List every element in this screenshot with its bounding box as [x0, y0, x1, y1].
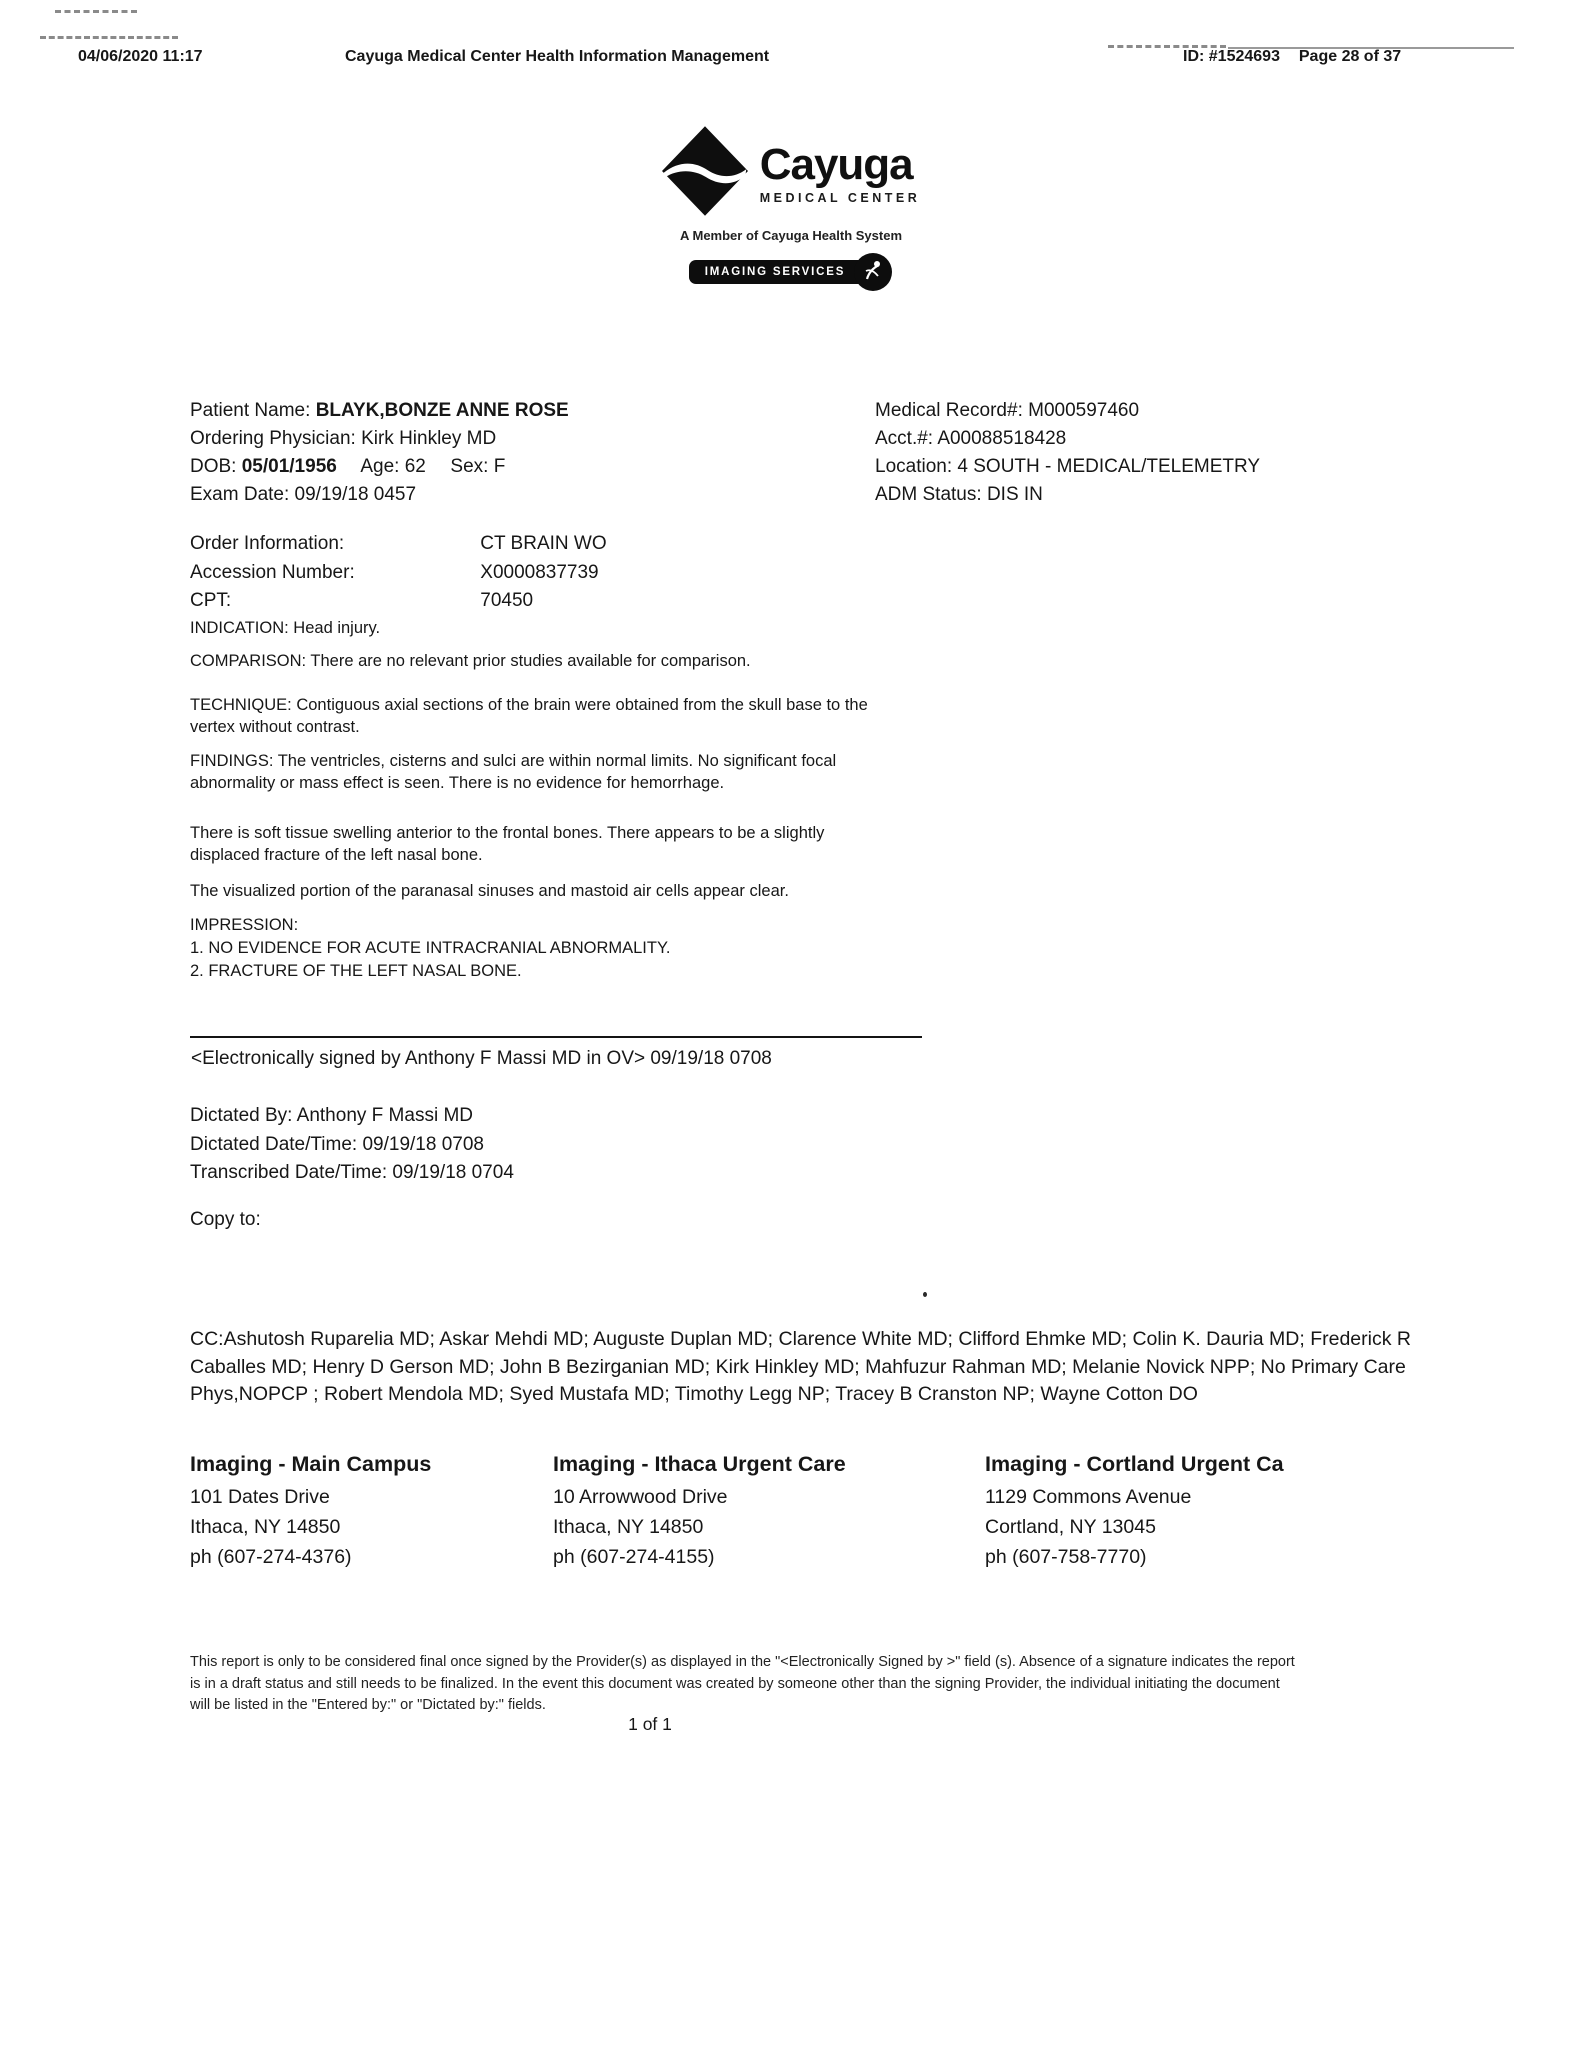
header-doc-id: [1183, 48, 1401, 66]
dob: 05/01/1956: [241, 456, 337, 477]
patient-info-right: [875, 397, 1260, 509]
exam-date: 09/19/18 0457: [294, 484, 417, 505]
adm-status-label: ADM Status:: [875, 484, 982, 505]
page-indicator: Page 28 of 37: [1298, 48, 1402, 65]
location-address1: 10 Arrowwood Drive: [553, 1486, 728, 1508]
patient-name-row: [190, 397, 569, 425]
hospital-logo: [0, 126, 1582, 292]
location-address2: Ithaca, NY 14850: [553, 1516, 704, 1538]
imaging-services-badge: [689, 252, 893, 292]
impression-title: IMPRESSION:: [190, 916, 299, 934]
location-phone: ph (607-274-4376): [190, 1546, 352, 1568]
impression-block: [190, 914, 670, 983]
accession-row: [190, 559, 607, 588]
patient-info-left: [190, 397, 569, 509]
ordering-physician-label: Ordering Physician:: [190, 428, 356, 449]
location-address1: 1129 Commons Avenue: [985, 1486, 1192, 1508]
acct-row: [875, 425, 1260, 453]
patient-name-label: Patient Name:: [190, 400, 311, 421]
location-label: Location:: [875, 456, 953, 477]
footer-disclaimer: This report is only to be considered final once signed by the Provider(s) as displayed in the "<Electronically Signed by >" field (s). Absence of a signature indicates the report is in a draft status and still needs to be finalized. In the event this document was created by someone other than the signing Provider, the individual initiating the document will be listed in the "Entered by:" or "Dictated by:" fields.: [190, 1654, 1295, 1713]
dob-label: DOB:: [190, 456, 237, 477]
location-phone: ph (607-274-4155): [553, 1546, 715, 1568]
adm-status-row: [875, 481, 1260, 509]
acct-label: Acct.#:: [875, 428, 934, 449]
age: 62: [404, 456, 426, 477]
esign-line: <Electronically signed by Anthony F Massi MD in OV> 09/19/18 0708: [191, 1048, 772, 1069]
header-title: Cayuga Medical Center Health Information Management: [345, 48, 770, 65]
exam-date-label: Exam Date:: [190, 484, 290, 505]
indication-row: [190, 619, 607, 638]
findings-paragraph-1: FINDINGS: The ventricles, cisterns and sulci are within normal limits. No significant focal abnormality or mass effect is seen. There is no evidence for hemorrhage.: [190, 752, 837, 792]
location-row: [875, 453, 1260, 481]
findings-paragraph-2: There is soft tissue swelling anterior to the frontal bones. There appears to be a slightly displaced fracture of the left nasal bone.: [190, 824, 825, 864]
mrn-label: Medical Record#:: [875, 400, 1023, 421]
dictated-by-line: Dictated By: Anthony F Massi MD: [190, 1105, 473, 1126]
findings-paragraph-3: The visualized portion of the paranasal sinuses and mastoid air cells appear clear.: [190, 882, 789, 900]
scan-dot-artifact: [923, 1292, 927, 1297]
location-address2: Cortland, NY 13045: [985, 1516, 1156, 1538]
dictation-block: [190, 1102, 514, 1188]
copy-to-label: Copy to:: [190, 1209, 261, 1230]
technique-paragraph: TECHNIQUE: Contiguous axial sections of the brain were obtained from the skull base to the vertex without contrast.: [190, 696, 868, 736]
impression-item-2: 2. FRACTURE OF THE LEFT NASAL BONE.: [190, 962, 522, 980]
logo-member-line: A Member of Cayuga Health System: [679, 228, 903, 243]
order-info-row: [190, 530, 607, 559]
cpt-label: CPT:: [190, 590, 232, 611]
location-ithaca-urgent-care: [553, 1452, 846, 1572]
age-label: Age:: [360, 456, 400, 477]
scan-artifact: [55, 10, 137, 13]
indication-value: Head injury.: [293, 618, 381, 637]
dob-row: [190, 453, 569, 481]
location-address1: 101 Dates Drive: [190, 1486, 330, 1508]
dictated-datetime-line: Dictated Date/Time: 09/19/18 0708: [190, 1133, 484, 1155]
location-name: Imaging - Ithaca Urgent Care: [553, 1452, 846, 1476]
location-phone: ph (607-758-7770): [985, 1546, 1147, 1568]
accession-value: X0000837739: [480, 561, 599, 583]
indication-label: INDICATION:: [190, 618, 289, 637]
sex-label: Sex:: [450, 456, 489, 477]
cc-list: CC:Ashutosh Ruparelia MD; Askar Mehdi MD; Auguste Duplan MD; Clarence White MD; Clifford Ehmke MD; Colin K. Dauria MD; Frederick R Caballes MD; Henry D Gerson MD; John B Bezirganian MD; Kirk Hinkley MD; Mahfuzur Rahman MD; Melanie Novick NPP; No Primary Care Phys,NOPCP ; Robert Mendola MD; Syed Mustafa MD; Timothy Legg NP; Tracey B Cranston NP; Wayne Cotton DO: [190, 1328, 1411, 1405]
footer-page-number: 1 of 1: [628, 1714, 672, 1734]
adm-status: DIS IN: [986, 484, 1043, 505]
order-info-value: CT BRAIN WO: [480, 533, 607, 554]
sex: F: [493, 456, 506, 477]
location-cortland-urgent-care: [985, 1452, 1284, 1572]
signature-divider: [190, 1036, 922, 1038]
exam-date-row: [190, 481, 569, 509]
location-name: Imaging - Main Campus: [190, 1452, 432, 1476]
ordering-physician-row: [190, 425, 569, 453]
mrn-row: [875, 397, 1260, 425]
imaging-services-emblem-icon: [853, 252, 893, 292]
ordering-physician: Kirk Hinkley MD: [361, 428, 497, 449]
header-datetime: 04/06/2020 11:17: [78, 48, 203, 65]
location-address2: Ithaca, NY 14850: [190, 1516, 341, 1538]
cpt-row: [190, 587, 607, 616]
logo-name: Cayuga: [759, 139, 913, 189]
order-information-block: [190, 530, 607, 638]
patient-name: BLAYK,BONZE ANNE ROSE: [315, 400, 569, 421]
location-main-campus: [190, 1452, 431, 1572]
doc-id: ID: #1524693: [1183, 48, 1280, 65]
mrn: M000597460: [1028, 400, 1140, 421]
comparison-paragraph: COMPARISON: There are no relevant prior studies available for comparison.: [190, 652, 751, 670]
accession-label: Accession Number:: [190, 561, 355, 583]
impression-item-1: 1. NO EVIDENCE FOR ACUTE INTRACRANIAL ABNORMALITY.: [190, 939, 671, 957]
cayuga-diamond-logo-icon: [662, 126, 748, 221]
imaging-services-label: IMAGING SERVICES: [689, 260, 871, 284]
acct: A00088518428: [937, 428, 1067, 449]
logo-subtitle: MEDICAL CENTER: [759, 190, 921, 205]
location-name: Imaging - Cortland Urgent Ca: [985, 1452, 1284, 1476]
transcribed-datetime-line: Transcribed Date/Time: 09/19/18 0704: [190, 1162, 514, 1183]
cpt-value: 70450: [480, 590, 534, 611]
order-info-label: Order Information:: [190, 533, 345, 554]
location: 4 SOUTH - MEDICAL/TELEMETRY: [957, 456, 1261, 477]
scan-artifact: [40, 36, 178, 39]
